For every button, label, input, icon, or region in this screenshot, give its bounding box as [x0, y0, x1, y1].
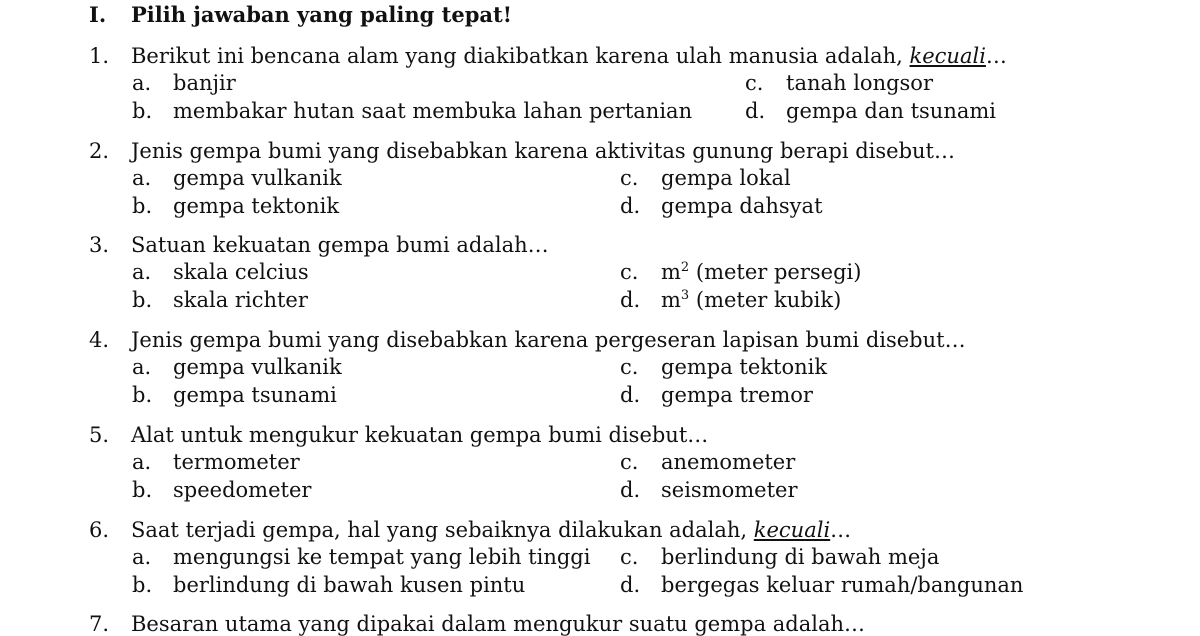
option-a: a. skala celcius — [132, 260, 309, 284]
question-number: 1. — [89, 44, 110, 68]
option-c: c. anemometer — [620, 450, 796, 474]
option-d: d. bergegas keluar rumah/bangunan — [620, 573, 1024, 597]
question-number: 7. — [89, 612, 110, 636]
option-d: d. gempa dahsyat — [620, 194, 823, 218]
question-number: 5. — [89, 423, 110, 447]
section-heading — [89, 2, 512, 27]
emphasis-kecuali: kecuali — [753, 518, 831, 542]
option-c: c. berlindung di bawah meja — [620, 545, 940, 569]
superscript-3: 3 — [680, 288, 690, 303]
option-d: d. $m^3$ (meter kubik) — [620, 288, 842, 312]
option-c: c. gempa tektonik — [620, 355, 828, 379]
option-d: d. gempa tremor — [620, 383, 813, 407]
option-b: b. skala richter — [132, 288, 308, 312]
question-number: 6. — [89, 518, 110, 542]
question-number: 3. — [89, 233, 110, 257]
option-c: c. $m^2$ (meter persegi) — [620, 260, 862, 284]
option-b: b. berlindung di bawah kusen pintu — [132, 573, 526, 597]
superscript-2: 2 — [680, 260, 690, 275]
option-b: b. gempa tektonik — [132, 194, 340, 218]
option-b: b. gempa tsunami — [132, 383, 337, 407]
section-title: Pilih jawaban yang paling tepat! — [131, 2, 512, 27]
emphasis-kecuali: kecuali — [909, 44, 986, 68]
option-c: c. gempa lokal — [620, 166, 791, 190]
option-a: a. termometer — [132, 450, 300, 474]
option-a: a. mengungsi ke tempat yang lebih tinggi — [132, 545, 591, 569]
question-text: 6. Saat terjadi gempa, hal yang sebaiknya dilakukan adalah, kecuali… — [89, 518, 852, 542]
question-number: 2. — [89, 139, 110, 163]
option-d: d. seismometer — [620, 478, 798, 502]
question-text: 2. Jenis gempa bumi yang disebabkan karena aktivitas gunung berapi disebut… — [89, 139, 955, 163]
section-number: I. — [89, 2, 107, 27]
option-c: c. tanah longsor — [745, 71, 933, 95]
option-d: d. gempa dan tsunami — [745, 99, 996, 123]
option-a: a. gempa vulkanik — [132, 355, 342, 379]
option-a: a. gempa vulkanik — [132, 166, 342, 190]
question-text: 5. Alat untuk mengukur kekuatan gempa bumi disebut… — [89, 423, 709, 447]
option-b: b. membakar hutan saat membuka lahan pertanian — [132, 99, 693, 123]
question-text: 1. Berikut ini bencana alam yang diakibatkan karena ulah manusia adalah, kecuali… — [89, 44, 1007, 68]
option-b: b. speedometer — [132, 478, 312, 502]
question-text: 4. Jenis gempa bumi yang disebabkan karena pergeseran lapisan bumi disebut… — [89, 328, 966, 352]
question-text: 7. Besaran utama yang dipakai dalam mengukur suatu gempa adalah… — [89, 612, 866, 636]
option-a: a. banjir — [132, 71, 236, 95]
question-number: 4. — [89, 328, 110, 352]
question-text: 3. Satuan kekuatan gempa bumi adalah… — [89, 233, 549, 257]
